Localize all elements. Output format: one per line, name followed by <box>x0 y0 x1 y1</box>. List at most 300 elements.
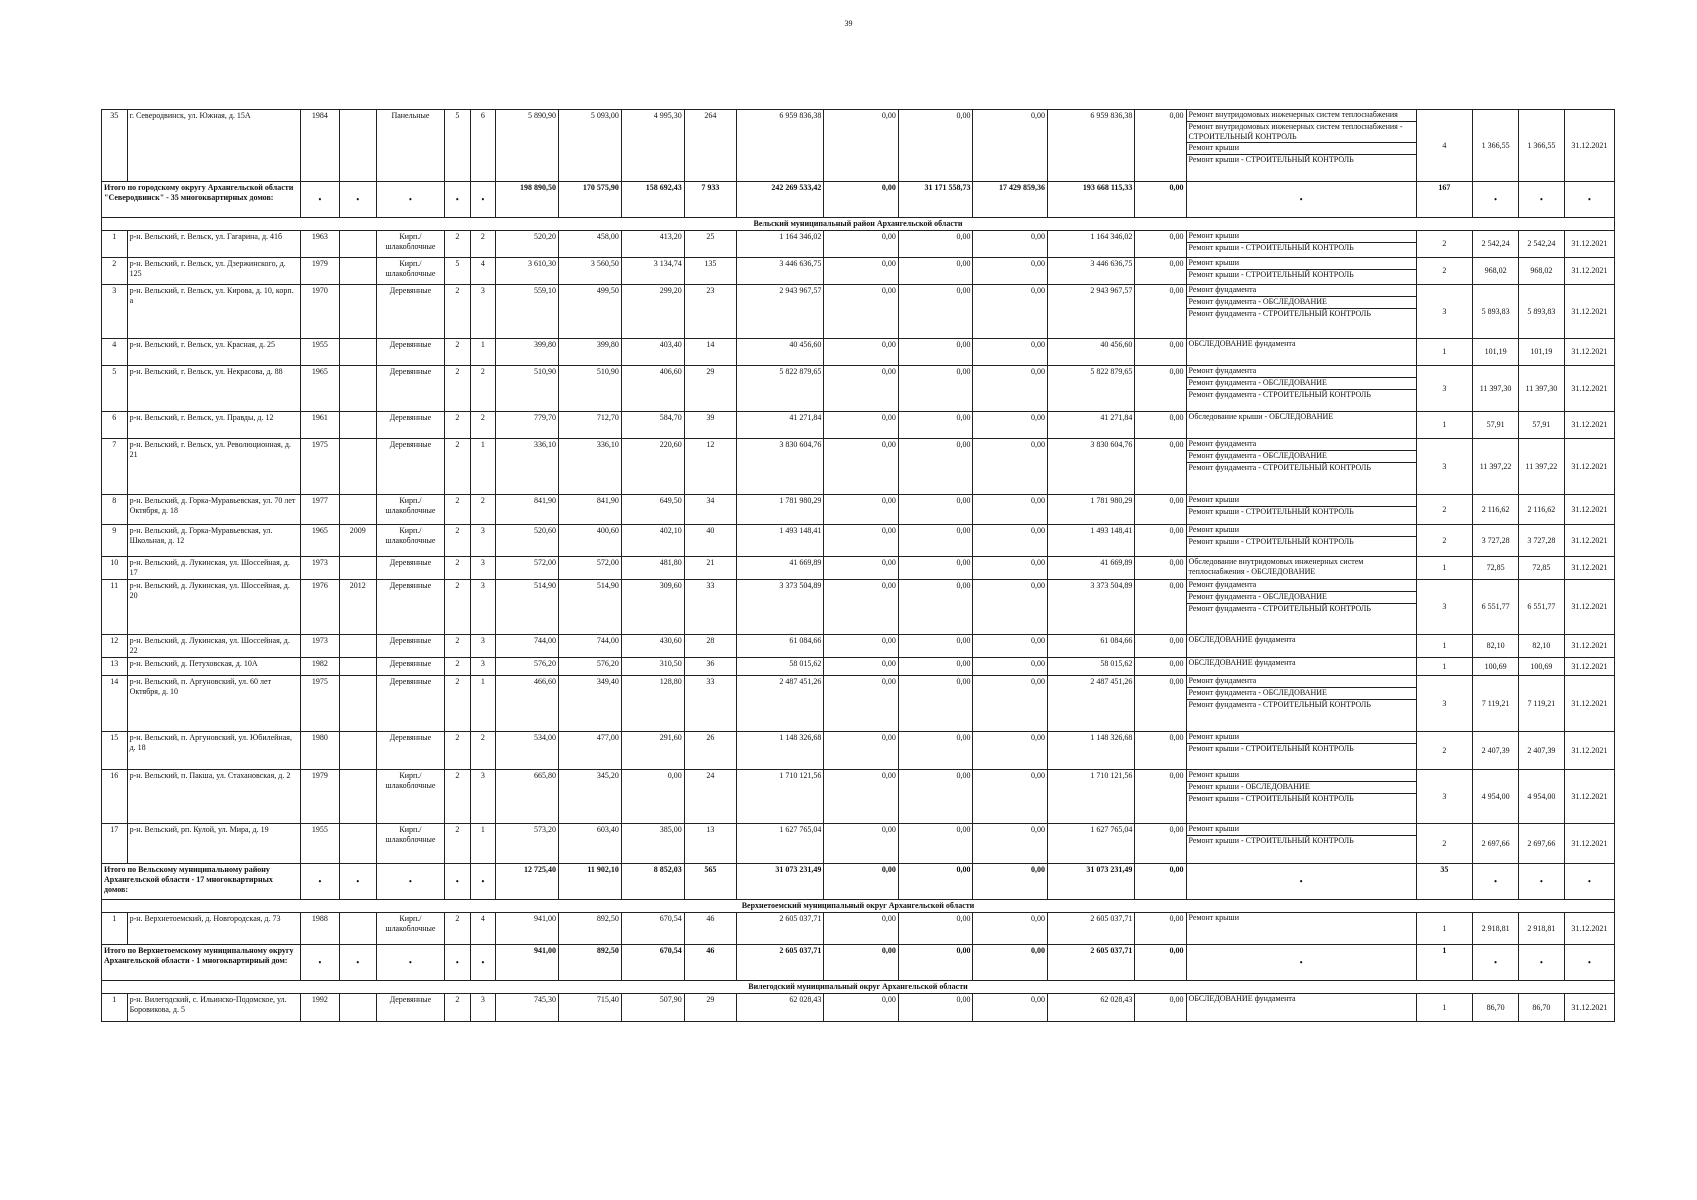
total-area: 399,80 <box>496 339 559 366</box>
house-row <box>102 339 1615 366</box>
total-label: Итого по городскому округу Архангельской области "Северодвинск" - 35 многоквартирных домов: <box>102 182 301 218</box>
work-item: Ремонт фундамента <box>1187 285 1416 297</box>
works-list <box>1186 258 1416 285</box>
funds-3: 0,00 <box>973 231 1048 258</box>
works-list <box>1186 231 1416 258</box>
wall-material: Кирп./шлакоблочные <box>376 525 444 557</box>
premises-area: 3 560,50 <box>559 258 622 285</box>
funds-2: 0,00 <box>898 994 973 1022</box>
floors-count: 2 <box>445 495 471 525</box>
row-number: 8 <box>102 495 128 525</box>
funds-3: 0,00 <box>973 658 1048 676</box>
works-count: 1 <box>1416 339 1472 366</box>
funds-5: 0,00 <box>1135 913 1186 945</box>
house-row <box>102 658 1615 676</box>
completion-date: 31.12.2021 <box>1564 110 1614 182</box>
funds-4: 3 446 636,75 <box>1048 258 1135 285</box>
works-list <box>1186 913 1416 945</box>
house-address: г. Северодвинск, ул. Южная, д. 15А <box>127 110 301 182</box>
funds-5: 0,00 <box>1135 110 1186 182</box>
works-count: 3 <box>1416 366 1472 412</box>
year-built: 1984 <box>301 110 339 182</box>
total-residents: 7 933 <box>684 182 736 218</box>
total-f2: 0,00 <box>898 945 973 981</box>
row-number: 12 <box>102 635 128 658</box>
entrances-count: 4 <box>470 258 496 285</box>
funds-1: 0,00 <box>824 635 899 658</box>
row-number: 4 <box>102 339 128 366</box>
funds-1: 0,00 <box>824 339 899 366</box>
funds-2: 0,00 <box>898 339 973 366</box>
premises-area: 477,00 <box>559 732 622 770</box>
year-reconstruction <box>339 557 376 580</box>
completion-date: 31.12.2021 <box>1564 913 1614 945</box>
wall-material: Деревянные <box>376 658 444 676</box>
works-list <box>1186 580 1416 635</box>
unit-cost: 968,02 <box>1473 258 1519 285</box>
year-reconstruction <box>339 994 376 1022</box>
total-f4: 31 073 231,49 <box>1048 864 1135 900</box>
row-number: 3 <box>102 285 128 339</box>
premises-area: 400,60 <box>559 525 622 557</box>
residential-area: 402,10 <box>621 525 684 557</box>
row-number: 1 <box>102 913 128 945</box>
works-list <box>1186 366 1416 412</box>
funds-3: 0,00 <box>973 110 1048 182</box>
wall-material: Деревянные <box>376 676 444 732</box>
wall-material: Кирп./шлакоблочные <box>376 824 444 864</box>
total-area: 510,90 <box>496 366 559 412</box>
works-count: 4 <box>1416 110 1472 182</box>
residential-area: 481,80 <box>621 557 684 580</box>
funds-1: 0,00 <box>824 412 899 439</box>
max-unit-cost: 11 397,30 <box>1518 366 1564 412</box>
entrances-count: 1 <box>470 676 496 732</box>
house-address: р-н. Вельский, п. Аргуновский, ул. Юбилейная, д. 18 <box>127 732 301 770</box>
total-a1: 12 725,40 <box>496 864 559 900</box>
works-list <box>1186 412 1416 439</box>
year-built: 1979 <box>301 770 339 824</box>
residential-area: 3 134,74 <box>621 258 684 285</box>
floors-count: 2 <box>445 913 471 945</box>
total-a3: 8 852,03 <box>621 864 684 900</box>
repair-cost: 58 015,62 <box>736 658 823 676</box>
funds-1: 0,00 <box>824 676 899 732</box>
house-row <box>102 676 1615 732</box>
section-header-row <box>102 900 1615 913</box>
funds-1: 0,00 <box>824 913 899 945</box>
section-title: Вельский муниципальный район Архангельской области <box>102 218 1615 231</box>
year-built: 1973 <box>301 557 339 580</box>
year-built: 1970 <box>301 285 339 339</box>
work-item: Ремонт крыши <box>1187 258 1416 270</box>
total-a2: 170 575,90 <box>559 182 622 218</box>
funds-2: 0,00 <box>898 635 973 658</box>
funds-3: 0,00 <box>973 770 1048 824</box>
works-list <box>1186 557 1416 580</box>
year-built: 1961 <box>301 412 339 439</box>
premises-area: 510,90 <box>559 366 622 412</box>
funds-4: 5 822 879,65 <box>1048 366 1135 412</box>
house-address: р-н. Вельский, г. Вельск, ул. Дзержинского, д. 125 <box>127 258 301 285</box>
total-f4: 193 668 115,33 <box>1048 182 1135 218</box>
year-reconstruction <box>339 732 376 770</box>
funds-5: 0,00 <box>1135 635 1186 658</box>
residents-count: 264 <box>684 110 736 182</box>
premises-area: 715,40 <box>559 994 622 1022</box>
premises-area: 603,40 <box>559 824 622 864</box>
works-list <box>1186 635 1416 658</box>
funds-1: 0,00 <box>824 231 899 258</box>
row-number: 17 <box>102 824 128 864</box>
funds-4: 41 669,89 <box>1048 557 1135 580</box>
repair-cost: 2 487 451,26 <box>736 676 823 732</box>
house-address: р-н. Вельский, д. Лукинская, ул. Шоссейная, д. 22 <box>127 635 301 658</box>
total-f5: 0,00 <box>1135 945 1186 981</box>
house-address: р-н. Вельский, д. Горка-Муравьевская, ул. Школьная, д. 12 <box>127 525 301 557</box>
total-bullet: • <box>1564 945 1614 981</box>
total-a3: 158 692,43 <box>621 182 684 218</box>
year-reconstruction <box>339 495 376 525</box>
total-bullet: • <box>1564 182 1614 218</box>
repair-cost: 2 943 967,57 <box>736 285 823 339</box>
unit-cost: 3 727,28 <box>1473 525 1519 557</box>
repair-cost: 1 627 765,04 <box>736 824 823 864</box>
total-f1: 0,00 <box>824 182 899 218</box>
section-header-row <box>102 981 1615 994</box>
unit-cost: 5 893,83 <box>1473 285 1519 339</box>
funds-3: 0,00 <box>973 994 1048 1022</box>
work-item: Ремонт крыши - СТРОИТЕЛЬНЫЙ КОНТРОЛЬ <box>1188 794 1354 803</box>
funds-5: 0,00 <box>1135 994 1186 1022</box>
funds-2: 0,00 <box>898 412 973 439</box>
completion-date: 31.12.2021 <box>1564 994 1614 1022</box>
wall-material: Деревянные <box>376 557 444 580</box>
house-address: р-н. Вилегодский, с. Ильинско-Подомское, ул. Боровикова, д. 5 <box>127 994 301 1022</box>
house-address: р-н. Вельский, г. Вельск, ул. Красная, д. 25 <box>127 339 301 366</box>
section-title: Вилегодский муниципальный округ Архангельской области <box>102 981 1615 994</box>
works-count: 3 <box>1416 439 1472 495</box>
floors-count: 2 <box>445 231 471 258</box>
floors-count: 2 <box>445 580 471 635</box>
max-unit-cost: 57,91 <box>1518 412 1564 439</box>
residential-area: 649,50 <box>621 495 684 525</box>
repair-cost: 1 781 980,29 <box>736 495 823 525</box>
unit-cost: 6 551,77 <box>1473 580 1519 635</box>
total-work-bullet: • <box>1186 182 1416 218</box>
wall-material: Деревянные <box>376 439 444 495</box>
house-row <box>102 824 1615 864</box>
funds-1: 0,00 <box>824 557 899 580</box>
entrances-count: 3 <box>470 557 496 580</box>
funds-4: 2 487 451,26 <box>1048 676 1135 732</box>
house-address: р-н. Вельский, рп. Кулой, ул. Мира, д. 19 <box>127 824 301 864</box>
total-work-bullet: • <box>1186 864 1416 900</box>
max-unit-cost: 2 116,62 <box>1518 495 1564 525</box>
funds-3: 0,00 <box>973 580 1048 635</box>
work-item: Обследование крыши - ОБСЛЕДОВАНИЕ <box>1188 412 1334 421</box>
works-count: 1 <box>1416 994 1472 1022</box>
total-bullet: • <box>445 182 471 218</box>
work-item: Ремонт внутридомовых инженерных систем теплоснабжения - СТРОИТЕЛЬНЫЙ КОНТРОЛЬ <box>1187 122 1416 143</box>
total-area: 779,70 <box>496 412 559 439</box>
residential-area: 220,60 <box>621 439 684 495</box>
wall-material: Деревянные <box>376 366 444 412</box>
repair-cost: 2 605 037,71 <box>736 913 823 945</box>
funds-4: 1 148 326,68 <box>1048 732 1135 770</box>
year-built: 1955 <box>301 339 339 366</box>
entrances-count: 6 <box>470 110 496 182</box>
total-area: 5 890,90 <box>496 110 559 182</box>
funds-4: 62 028,43 <box>1048 994 1135 1022</box>
residential-area: 299,20 <box>621 285 684 339</box>
total-bullet: • <box>470 864 496 900</box>
work-item: Ремонт крыши - СТРОИТЕЛЬНЫЙ КОНТРОЛЬ <box>1188 507 1354 516</box>
total-f2: 0,00 <box>898 864 973 900</box>
funds-2: 0,00 <box>898 258 973 285</box>
funds-5: 0,00 <box>1135 658 1186 676</box>
total-bullet: • <box>1518 864 1564 900</box>
funds-1: 0,00 <box>824 258 899 285</box>
premises-area: 892,50 <box>559 913 622 945</box>
house-address: р-н. Вельский, д. Петуховская, д. 10А <box>127 658 301 676</box>
residential-area: 128,80 <box>621 676 684 732</box>
house-address: р-н. Вельский, г. Вельск, ул. Гагарина, д. 41б <box>127 231 301 258</box>
total-area: 520,20 <box>496 231 559 258</box>
total-residents: 565 <box>684 864 736 900</box>
total-f3: 17 429 859,36 <box>973 182 1048 218</box>
completion-date: 31.12.2021 <box>1564 732 1614 770</box>
funds-2: 0,00 <box>898 580 973 635</box>
entrances-count: 3 <box>470 994 496 1022</box>
house-row <box>102 994 1615 1022</box>
row-number: 1 <box>102 231 128 258</box>
unit-cost: 82,10 <box>1473 635 1519 658</box>
premises-area: 514,90 <box>559 580 622 635</box>
row-number: 2 <box>102 258 128 285</box>
total-bullet: • <box>301 182 339 218</box>
funds-5: 0,00 <box>1135 258 1186 285</box>
residents-count: 28 <box>684 635 736 658</box>
total-area: 3 610,30 <box>496 258 559 285</box>
house-address: р-н. Вельский, г. Вельск, ул. Некрасова, д. 88 <box>127 366 301 412</box>
total-bullet: • <box>470 182 496 218</box>
completion-date: 31.12.2021 <box>1564 525 1614 557</box>
funds-5: 0,00 <box>1135 525 1186 557</box>
funds-4: 1 164 346,02 <box>1048 231 1135 258</box>
wall-material: Кирп./шлакоблочные <box>376 770 444 824</box>
residents-count: 46 <box>684 913 736 945</box>
funds-1: 0,00 <box>824 770 899 824</box>
residential-area: 403,40 <box>621 339 684 366</box>
premises-area: 349,40 <box>559 676 622 732</box>
total-bullet: • <box>1518 182 1564 218</box>
house-row <box>102 913 1615 945</box>
floors-count: 2 <box>445 770 471 824</box>
entrances-count: 2 <box>470 495 496 525</box>
row-number: 35 <box>102 110 128 182</box>
total-count: 167 <box>1416 182 1472 218</box>
funds-5: 0,00 <box>1135 231 1186 258</box>
works-count: 2 <box>1416 824 1472 864</box>
work-item: Ремонт фундамента - ОБСЛЕДОВАНИЕ <box>1187 378 1416 390</box>
repair-cost: 1 164 346,02 <box>736 231 823 258</box>
work-item: ОБСЛЕДОВАНИЕ фундамента <box>1188 658 1296 667</box>
total-f2: 31 171 558,73 <box>898 182 973 218</box>
entrances-count: 1 <box>470 339 496 366</box>
entrances-count: 3 <box>470 285 496 339</box>
completion-date: 31.12.2021 <box>1564 231 1614 258</box>
entrances-count: 3 <box>470 770 496 824</box>
residential-area: 670,54 <box>621 913 684 945</box>
total-row <box>102 864 1615 900</box>
work-item: Ремонт фундамента <box>1187 580 1416 592</box>
residential-area: 4 995,30 <box>621 110 684 182</box>
premises-area: 499,50 <box>559 285 622 339</box>
funds-5: 0,00 <box>1135 366 1186 412</box>
funds-3: 0,00 <box>973 732 1048 770</box>
work-item: Ремонт крыши <box>1187 732 1416 744</box>
unit-cost: 100,69 <box>1473 658 1519 676</box>
premises-area: 841,90 <box>559 495 622 525</box>
works-list <box>1186 658 1416 676</box>
residents-count: 39 <box>684 412 736 439</box>
work-item: Ремонт фундамента - ОБСЛЕДОВАНИЕ <box>1187 592 1416 604</box>
total-sum: 242 269 533,42 <box>736 182 823 218</box>
total-label: Итого по Вельскому муниципальному району Архангельской области - 17 многоквартирных домов: <box>102 864 301 900</box>
total-count: 35 <box>1416 864 1472 900</box>
year-built: 1965 <box>301 525 339 557</box>
funds-1: 0,00 <box>824 110 899 182</box>
unit-cost: 101,19 <box>1473 339 1519 366</box>
page-number: 39 <box>844 19 853 28</box>
total-area: 573,20 <box>496 824 559 864</box>
entrances-count: 4 <box>470 913 496 945</box>
residential-area: 309,60 <box>621 580 684 635</box>
residents-count: 34 <box>684 495 736 525</box>
residents-count: 33 <box>684 580 736 635</box>
entrances-count: 3 <box>470 635 496 658</box>
wall-material: Панельные <box>376 110 444 182</box>
total-bullet: • <box>1473 945 1519 981</box>
funds-1: 0,00 <box>824 285 899 339</box>
house-row <box>102 366 1615 412</box>
works-count: 3 <box>1416 580 1472 635</box>
total-a2: 11 902,10 <box>559 864 622 900</box>
funds-3: 0,00 <box>973 366 1048 412</box>
residents-count: 14 <box>684 339 736 366</box>
wall-material: Деревянные <box>376 412 444 439</box>
work-item: Ремонт крыши <box>1187 143 1416 155</box>
year-built: 1955 <box>301 824 339 864</box>
work-item: Ремонт крыши <box>1187 824 1416 836</box>
funds-3: 0,00 <box>973 495 1048 525</box>
max-unit-cost: 2 542,24 <box>1518 231 1564 258</box>
works-count: 2 <box>1416 495 1472 525</box>
funds-3: 0,00 <box>973 439 1048 495</box>
wall-material: Кирп./шлакоблочные <box>376 258 444 285</box>
total-area: 336,10 <box>496 439 559 495</box>
completion-date: 31.12.2021 <box>1564 439 1614 495</box>
funds-4: 58 015,62 <box>1048 658 1135 676</box>
repair-cost: 1 148 326,68 <box>736 732 823 770</box>
total-bullet: • <box>339 945 376 981</box>
max-unit-cost: 2 697,66 <box>1518 824 1564 864</box>
house-row <box>102 525 1615 557</box>
works-list <box>1186 732 1416 770</box>
work-item: Ремонт крыши - СТРОИТЕЛЬНЫЙ КОНТРОЛЬ <box>1188 744 1354 753</box>
funds-4: 6 959 836,38 <box>1048 110 1135 182</box>
repair-cost: 3 373 504,89 <box>736 580 823 635</box>
residents-count: 29 <box>684 994 736 1022</box>
total-f1: 0,00 <box>824 864 899 900</box>
repair-cost: 41 271,84 <box>736 412 823 439</box>
year-reconstruction <box>339 231 376 258</box>
total-area: 534,00 <box>496 732 559 770</box>
works-list <box>1186 339 1416 366</box>
house-row <box>102 285 1615 339</box>
year-built: 1992 <box>301 994 339 1022</box>
funds-5: 0,00 <box>1135 495 1186 525</box>
total-bullet: • <box>339 864 376 900</box>
completion-date: 31.12.2021 <box>1564 580 1614 635</box>
row-number: 5 <box>102 366 128 412</box>
funds-3: 0,00 <box>973 557 1048 580</box>
completion-date: 31.12.2021 <box>1564 658 1614 676</box>
total-area: 520,60 <box>496 525 559 557</box>
funds-5: 0,00 <box>1135 824 1186 864</box>
funds-2: 0,00 <box>898 495 973 525</box>
funds-1: 0,00 <box>824 824 899 864</box>
work-item: Ремонт фундамента <box>1187 676 1416 688</box>
house-row <box>102 231 1615 258</box>
total-bullet: • <box>1518 945 1564 981</box>
unit-cost: 86,70 <box>1473 994 1519 1022</box>
row-number: 15 <box>102 732 128 770</box>
year-reconstruction <box>339 824 376 864</box>
funds-1: 0,00 <box>824 658 899 676</box>
funds-3: 0,00 <box>973 412 1048 439</box>
premises-area: 399,80 <box>559 339 622 366</box>
floors-count: 2 <box>445 439 471 495</box>
max-unit-cost: 82,10 <box>1518 635 1564 658</box>
work-item: Ремонт крыши <box>1187 770 1416 782</box>
residents-count: 25 <box>684 231 736 258</box>
completion-date: 31.12.2021 <box>1564 339 1614 366</box>
premises-area: 345,20 <box>559 770 622 824</box>
funds-5: 0,00 <box>1135 439 1186 495</box>
works-list <box>1186 439 1416 495</box>
max-unit-cost: 1 366,55 <box>1518 110 1564 182</box>
floors-count: 5 <box>445 110 471 182</box>
max-unit-cost: 2 407,39 <box>1518 732 1564 770</box>
total-area: 745,30 <box>496 994 559 1022</box>
residents-count: 36 <box>684 658 736 676</box>
funds-4: 41 271,84 <box>1048 412 1135 439</box>
residential-area: 413,20 <box>621 231 684 258</box>
unit-cost: 11 397,22 <box>1473 439 1519 495</box>
residents-count: 29 <box>684 366 736 412</box>
floors-count: 2 <box>445 525 471 557</box>
floors-count: 2 <box>445 732 471 770</box>
funds-5: 0,00 <box>1135 676 1186 732</box>
year-built: 1980 <box>301 732 339 770</box>
completion-date: 31.12.2021 <box>1564 285 1614 339</box>
total-bullet: • <box>376 945 444 981</box>
floors-count: 2 <box>445 824 471 864</box>
total-work-bullet: • <box>1186 945 1416 981</box>
total-f3: 0,00 <box>973 945 1048 981</box>
